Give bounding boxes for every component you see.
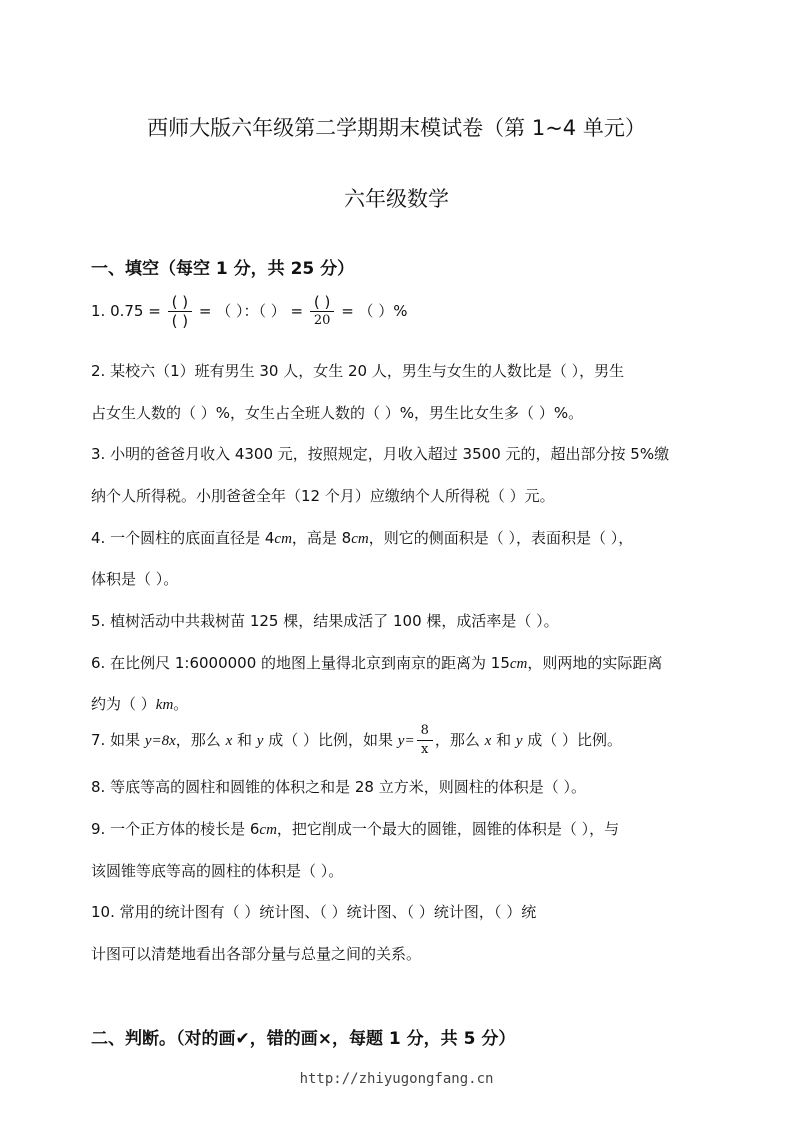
q7-fraction — [417, 722, 433, 759]
q9-part-b: ，把它削成一个最大的圆锥，圆锥的体积是（ ），与 — [276, 820, 620, 838]
question-9-line-1 — [91, 818, 619, 839]
q6-line2-a: 约为（ ） — [91, 695, 156, 713]
q1-middle: = （ ）：（ ） = — [198, 302, 304, 320]
question-6-line-2 — [91, 693, 188, 714]
q6-line2-b: 。 — [173, 695, 189, 713]
question-1 — [91, 293, 408, 330]
question-10-line-1: 10. 常用的统计图有（ ）统计图、（ ）统计图、（ ）统计图，（ ）统 — [91, 903, 537, 921]
q7-e: ，那么 — [434, 731, 485, 749]
q7-y-1: y — [256, 733, 264, 749]
q1-fraction-1 — [168, 293, 192, 330]
q1-fraction-1-numerator: ( ) — [168, 293, 192, 312]
q4-part-a: 4. 一个圆柱的底面直径是 4 — [91, 529, 275, 547]
q1-fraction-1-denominator: ( ) — [171, 312, 189, 330]
question-2-line-1: 2. 某校六（1）班有男生 30 人，女生 20 人，男生与女生的人数比是（ ），男生 — [91, 362, 625, 380]
q7-expr-1: y=8x — [144, 733, 176, 749]
question-2-line-2: 占女生人数的（ ）%，女生占全班人数的（ ）%，男生比女生多（ ）%。 — [91, 404, 584, 422]
section-2-heading: 二、判断。（对的画✔，错的画×，每题 1 分，共 5 分） — [91, 1029, 516, 1049]
q7-x-2: x — [484, 733, 492, 749]
q4-unit-1: cm — [274, 531, 292, 547]
question-8: 8. 等底等高的圆柱和圆锥的体积之和是 28 立方米，则圆柱的体积是（ ）。 — [91, 778, 586, 796]
q1-fraction-2-denominator: 20 — [313, 313, 331, 328]
q7-f: 和 — [491, 731, 516, 749]
q1-prefix: 1. 0.75 = — [91, 302, 161, 320]
q7-expr-2: y= — [397, 733, 415, 749]
q7-x-1: x — [225, 733, 233, 749]
document-title: 西师大版六年级第二学期期末模试卷（第 1~4 单元） — [147, 116, 646, 140]
q7-fraction-denominator: x — [421, 742, 429, 757]
q9-unit: cm — [259, 822, 277, 838]
q7-a: 7. 如果 — [91, 731, 145, 749]
q9-part-a: 9. 一个正方体的棱长是 6 — [91, 820, 260, 838]
q4-part-b: ，高是 8 — [291, 529, 352, 547]
q7-d: 成（ ）比例，如果 — [263, 731, 398, 749]
q1-tail: = （ ）% — [341, 302, 408, 320]
question-3-line-1: 3. 小明的爸爸月收入 4300 元，按照规定，月收入超过 3500 元的，超出部分按 5%缴 — [91, 445, 670, 463]
question-5: 5. 植树活动中共栽树苗 125 棵，结果成活了 100 棵，成活率是（ ）。 — [91, 612, 559, 630]
q7-g: 成（ ）比例。 — [522, 731, 623, 749]
q7-y-2: y — [515, 733, 523, 749]
q7-b: ，那么 — [175, 731, 226, 749]
q1-fraction-2 — [310, 293, 335, 330]
question-7 — [91, 722, 622, 759]
question-10-line-2: 计图可以清楚地看出各部分量与总量之间的关系。 — [91, 945, 422, 963]
question-4-line-1 — [91, 527, 633, 548]
section-1-heading: 一、填空（每空 1 分，共 25 分） — [91, 259, 355, 279]
q4-part-c: ，则它的侧面积是（ ），表面积是（ ）， — [368, 529, 634, 547]
footer-url[interactable]: http://zhiyugongfang.cn — [299, 1071, 494, 1087]
q6-part-b: ，则两地的实际距离 — [527, 654, 663, 672]
q7-fraction-numerator: 8 — [417, 722, 433, 741]
q7-c: 和 — [232, 731, 257, 749]
q4-unit-2: cm — [351, 531, 369, 547]
q6-unit: cm — [509, 656, 528, 672]
question-6-line-1 — [91, 652, 662, 673]
question-3-line-2: 纳个人所得税。小刖爸爸全年（12 个月）应缴纳个人所得税（ ）元。 — [91, 487, 555, 505]
q1-fraction-2-numerator: ( ) — [310, 293, 335, 312]
question-4-line-2: 体积是（ ）。 — [91, 570, 179, 588]
q6-part-a: 6. 在比例尺 1:6000000 的地图上量得北京到南京的距离为 15 — [91, 654, 510, 672]
document-subtitle: 六年级数学 — [344, 187, 449, 211]
q6-line2-unit: km — [155, 697, 174, 713]
question-9-line-2: 该圆锥等底等高的圆柱的体积是（ ）。 — [91, 862, 344, 880]
